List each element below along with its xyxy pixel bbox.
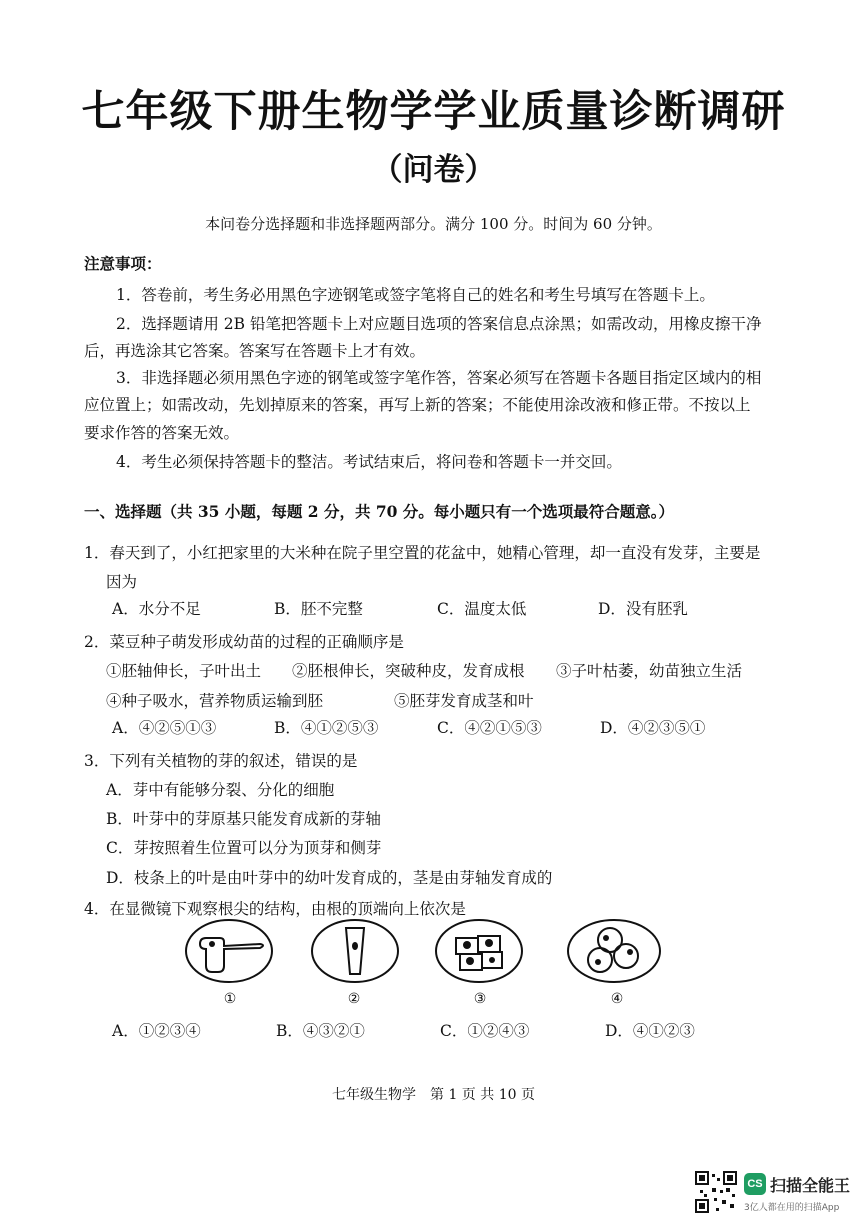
question-4-option-a: A．①②③④ <box>112 1022 201 1040</box>
question-2-step: ①胚轴伸长，子叶出土 <box>106 662 262 680</box>
cs-logo-icon: CS <box>744 1173 766 1195</box>
question-3-option-c: C．芽按照着生位置可以分为顶芽和侧芽 <box>106 839 382 857</box>
notice-line: 1．答卷前，考生务必用黑色字迹钢笔或签字笔将自己的姓名和考生号填写在答题卡上。 <box>116 286 715 304</box>
question-1-option-b: B．胚不完整 <box>274 600 363 618</box>
notice-line: 要求作答的答案无效。 <box>84 424 240 442</box>
question-1-stem: 1．春天到了，小红把家里的大米种在院子里空置的花盆中，她精心管理，却一直没有发芽，主要是 <box>84 544 761 562</box>
diagram-label-1: ① <box>223 991 237 1007</box>
question-3-option-d: D．枝条上的叶是由叶芽中的幼叶发育成的，茎是由芽轴发育成的 <box>106 869 553 887</box>
qr-code-icon <box>694 1170 738 1214</box>
scanner-brand-name: 扫描全能王 <box>770 1176 851 1195</box>
question-2-option-d: D．④②③⑤① <box>600 719 706 737</box>
notice-line: 后，再选涂其它答案。答案写在答题卡上才有效。 <box>84 342 426 360</box>
question-1-option-d: D．没有胚乳 <box>598 600 688 618</box>
question-1-option-a: A．水分不足 <box>112 600 201 618</box>
question-2-option-b: B．④①②⑤③ <box>274 719 379 737</box>
question-2-option-a: A．④②⑤①③ <box>112 719 217 737</box>
notice-heading: 注意事项： <box>84 254 162 273</box>
root-cell-diagram-1 <box>184 918 274 984</box>
question-3-option-a: A．芽中有能够分裂、分化的细胞 <box>106 781 335 799</box>
question-2-step: ⑤胚芽发育成茎和叶 <box>394 692 534 710</box>
section-heading: 一、选择题（共 35 小题，每题 2 分，共 70 分。每小题只有一个选项最符合题意。） <box>84 502 675 521</box>
root-cell-diagram-4 <box>566 918 662 984</box>
question-3-option-b: B．叶芽中的芽原基只能发育成新的芽轴 <box>106 810 381 828</box>
question-1-option-c: C．温度太低 <box>437 600 527 618</box>
question-2-step: ②胚根伸长，突破种皮，发育成根 <box>292 662 525 680</box>
question-4-stem: 4．在显微镜下观察根尖的结构，由根的顶端向上依次是 <box>84 900 466 918</box>
question-1-stem-cont: 因为 <box>106 573 138 591</box>
notice-line: 3．非选择题必须用黑色字迹的钢笔或签字笔作答，答案必须写在答题卡各题目指定区域内的相 <box>116 369 762 387</box>
page-subtitle: （问卷） <box>371 152 496 188</box>
question-4-option-d: D．④①②③ <box>605 1022 695 1040</box>
question-2-step: ④种子吸水，营养物质运输到胚 <box>106 692 324 710</box>
root-cell-diagram-3 <box>434 918 524 984</box>
root-cell-diagram-2 <box>310 918 400 984</box>
question-2-option-c: C．④②①⑤③ <box>437 719 542 737</box>
question-3-stem: 3．下列有关植物的芽的叙述，错误的是 <box>84 752 358 770</box>
question-4-option-b: B．④③②① <box>276 1022 365 1040</box>
scanner-tagline: 3亿人都在用的扫描App <box>744 1203 840 1213</box>
diagram-label-2: ② <box>347 991 361 1007</box>
page-title: 七年级下册生物学学业质量诊断调研 <box>81 87 786 137</box>
page-footer: 七年级生物学 第 1 页 共 10 页 <box>332 1087 535 1103</box>
notice-line: 2．选择题请用 2B 铅笔把答题卡上对应题目选项的答案信息点涂黑；如需改动，用橡皮擦干净 <box>116 315 762 333</box>
diagram-label-4: ④ <box>610 991 624 1007</box>
question-2-step: ③子叶枯萎，幼苗独立生活 <box>556 662 743 680</box>
notice-line: 应位置上；如需改动，先划掉原来的答案，再写上新的答案；不能使用涂改液和修正带。不按以上 <box>84 396 751 414</box>
question-2-stem: 2．菜豆种子萌发形成幼苗的过程的正确顺序是 <box>84 633 404 651</box>
exam-intro: 本问卷分选择题和非选择题两部分。满分 100 分。时间为 60 分钟。 <box>205 215 662 233</box>
diagram-label-3: ③ <box>473 991 487 1007</box>
scanner-watermark <box>744 1172 854 1216</box>
notice-line: 4．考生必须保持答题卡的整洁。考试结束后，将问卷和答题卡一并交回。 <box>116 453 622 471</box>
question-4-option-c: C．①②④③ <box>440 1022 530 1040</box>
